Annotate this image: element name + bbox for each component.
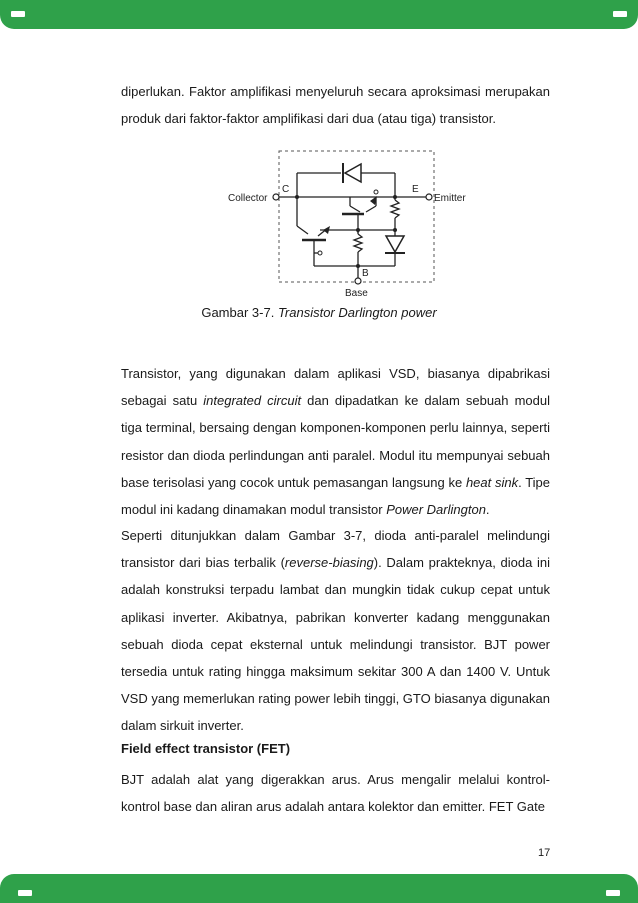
e-label: E — [412, 184, 419, 195]
paragraph-antiparallel-diode — [121, 522, 550, 740]
b-label: B — [362, 268, 369, 279]
p3-italic-1: reverse-biasing — [284, 555, 374, 571]
antiparallel-diode-top — [345, 164, 361, 182]
header-dash-right — [613, 11, 627, 17]
p2-text-4: . — [485, 502, 490, 518]
c-label: C — [282, 184, 290, 195]
footer-dash-left — [18, 890, 32, 896]
p2-italic-3: Power Darlington — [386, 502, 486, 518]
p2-text-1: Transistor, yang digunakan dalam aplikasi VSD, biasanya dipabrikasi sebagai satu — [121, 366, 550, 409]
p3-text-1: Seperti ditunjukkan dalam Gambar 3-7, dioda anti-paralel melindungi transistor dari bias terbalik ( — [121, 528, 550, 571]
header-bar — [0, 0, 638, 29]
footer-bar — [0, 874, 638, 903]
page-number: 17 — [538, 847, 551, 859]
p2-text-2: dan dipadatkan ke dalam sebuah modul tiga terminal, bersaing dengan komponen-komponen perlu lainnya, seperti resistor dan dioda perlindungan anti paralel. Modul itu mempunyai sebuah base terisolasi yang cocok untuk pemasangan langsung ke — [121, 393, 550, 490]
caption-prefix: Gambar 3-7. — [201, 305, 278, 320]
paragraph-intro: diperlukan. Faktor amplifikasi menyeluruh secara aproksimasi merupakan produk dari faktor-faktor amplifikasi dari dua (atau tiga) transistor. — [121, 84, 550, 127]
figure-caption — [0, 305, 638, 320]
emitter-terminal — [426, 194, 432, 200]
q1-emitter-arrow — [323, 226, 330, 234]
p2-italic-2: heat sink — [465, 474, 519, 490]
caption-title: Transistor Darlington power — [277, 305, 437, 320]
header-dash-left — [11, 11, 25, 17]
p2-text-3: . Tipe modul ini kadang dinamakan modul transistor — [121, 474, 551, 518]
darlington-circuit-diagram — [220, 148, 466, 300]
base-label: Base — [345, 288, 368, 299]
collector-label: Collector — [228, 193, 268, 204]
section-heading-fet: Field effect transistor (FET) — [121, 741, 291, 756]
antiparallel-diode-bottom — [386, 236, 404, 252]
base-terminal — [355, 278, 361, 284]
emitter-label: Emitter — [434, 193, 466, 204]
p2-italic-1: integrated circuit — [203, 393, 302, 409]
p3-text-2: ). Dalam prakteknya, dioda ini adalah konstruksi terpadu lambat dan mungkin tidak cukup cepat untuk aplikasi inverter. Akibatnya, pabrikan konverter kadang menggunakan sebuah dioda cepat eksternal untuk melindungi transistor. BJT power tersedia untuk rating hingga maksimum sekitar 300 A dan 1400 V. Untuk VSD yang memerlukan rating power lebih tinggi, GTO biasanya digunakan dalam sirkuit inverter. — [121, 555, 550, 734]
collector-terminal — [273, 194, 279, 200]
module-boundary — [279, 151, 434, 282]
paragraph-transistor-vsd — [121, 360, 550, 523]
paragraph-bjt: BJT adalah alat yang digerakkan arus. Arus mengalir melalui kontrol-kontrol base dan aliran arus adalah antara kolektor dan emitter. FET Gate — [121, 772, 550, 815]
footer-dash-right — [606, 890, 620, 896]
